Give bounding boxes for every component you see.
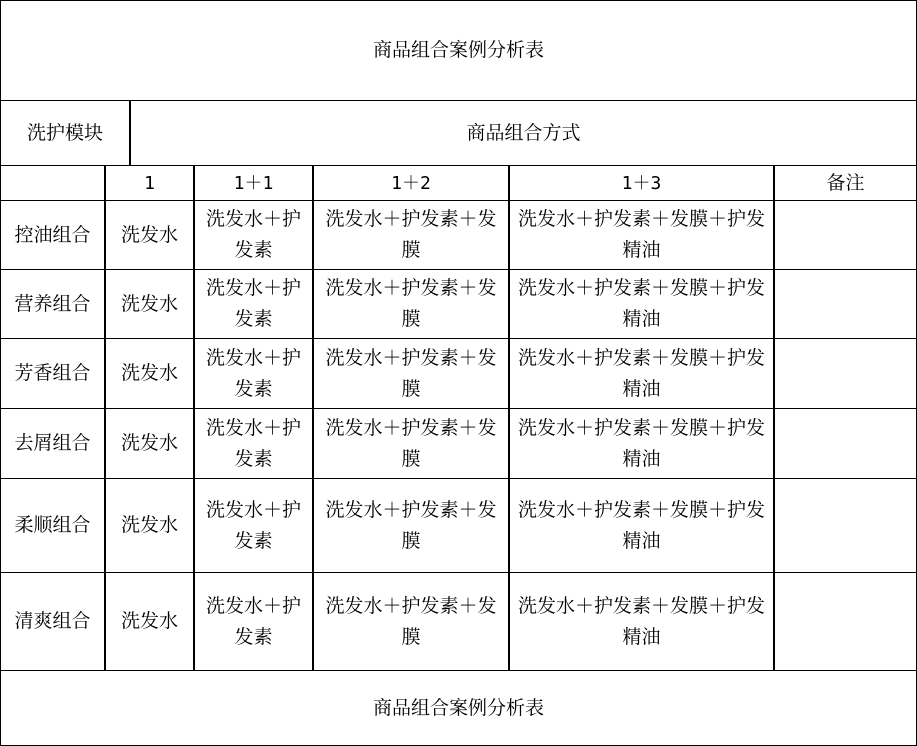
combo-text: 洗发水＋护发素＋发膜 <box>325 277 497 330</box>
combo-cell <box>314 270 510 338</box>
combo-cell: 洗发水 <box>106 479 195 572</box>
combo-text: 洗发水＋护发素＋发膜＋护发精油 <box>517 277 765 330</box>
header-blank-cell <box>1 166 106 200</box>
table-title: 商品组合案例分析表 <box>372 39 544 61</box>
combo-cell <box>195 339 314 408</box>
combo-text: 洗发水＋护发素＋发膜＋护发精油 <box>517 416 765 470</box>
combo-cell <box>314 201 510 269</box>
combo-cell <box>195 201 314 269</box>
note-cell <box>775 270 916 338</box>
combo-cell <box>314 479 510 572</box>
note-cell <box>775 339 916 408</box>
combo-text: 洗发水＋护发素＋发膜＋护发精油 <box>517 346 765 400</box>
column-header: 1＋1 <box>195 166 314 200</box>
row-name: 芳香组合 <box>1 339 106 408</box>
combo-cell <box>510 409 775 478</box>
module-label: 洗护模块 <box>1 101 131 165</box>
table-row <box>1 479 916 573</box>
combo-cell <box>195 479 314 572</box>
combo-text: 洗发水＋护发素＋发膜 <box>325 208 497 261</box>
combo-cell <box>195 270 314 338</box>
combo-text: 洗发水＋护发素 <box>205 594 301 648</box>
column-header: 1＋2 <box>314 166 510 200</box>
combo-text: 洗发水＋护发素＋发膜＋护发精油 <box>517 208 765 261</box>
combo-cell <box>314 573 510 670</box>
row-name: 营养组合 <box>1 270 106 338</box>
note-cell <box>775 201 916 269</box>
column-header: 1 <box>106 166 195 200</box>
row-name: 去屑组合 <box>1 409 106 478</box>
note-cell <box>775 573 916 670</box>
combo-text: 洗发水＋护发素 <box>205 416 301 470</box>
table-row <box>1 573 916 671</box>
combo-text: 洗发水＋护发素＋发膜＋护发精油 <box>517 594 765 648</box>
footer-row <box>1 671 916 745</box>
combo-cell: 洗发水 <box>106 409 195 478</box>
combo-cell <box>510 573 775 670</box>
combo-cell <box>510 479 775 572</box>
combo-text: 洗发水＋护发素 <box>205 208 301 261</box>
combo-cell <box>510 201 775 269</box>
table-row <box>1 270 916 339</box>
combo-text: 洗发水＋护发素 <box>205 277 301 330</box>
combo-text: 洗发水＋护发素＋发膜＋护发精油 <box>517 498 765 552</box>
footer-title: 商品组合案例分析表 <box>372 696 544 719</box>
combo-cell: 洗发水 <box>106 201 195 269</box>
table-row <box>1 339 916 409</box>
title-row <box>1 1 916 101</box>
combo-text: 洗发水＋护发素＋发膜 <box>325 416 497 470</box>
combo-cell <box>314 409 510 478</box>
note-cell <box>775 409 916 478</box>
table-row <box>1 409 916 479</box>
combo-text: 洗发水＋护发素＋发膜 <box>325 346 497 400</box>
combo-cell <box>314 339 510 408</box>
combo-cell <box>195 573 314 670</box>
combo-cell: 洗发水 <box>106 270 195 338</box>
note-cell <box>775 479 916 572</box>
combo-text: 洗发水＋护发素 <box>205 346 301 400</box>
combo-cell <box>510 339 775 408</box>
table-row <box>1 201 916 270</box>
module-row <box>1 101 916 166</box>
combo-cell <box>510 270 775 338</box>
combo-cell: 洗发水 <box>106 573 195 670</box>
row-name: 柔顺组合 <box>1 479 106 572</box>
combo-text: 洗发水＋护发素 <box>205 498 301 552</box>
combo-cell <box>195 409 314 478</box>
column-header: 1＋3 <box>510 166 775 200</box>
column-header-row <box>1 166 916 201</box>
combo-method-label: 商品组合方式 <box>466 121 581 144</box>
combo-cell: 洗发水 <box>106 339 195 408</box>
combo-text: 洗发水＋护发素＋发膜 <box>325 498 497 552</box>
combo-text: 洗发水＋护发素＋发膜 <box>325 594 497 648</box>
row-name: 控油组合 <box>1 201 106 269</box>
row-name: 清爽组合 <box>1 573 106 670</box>
column-header: 备注 <box>826 171 865 194</box>
